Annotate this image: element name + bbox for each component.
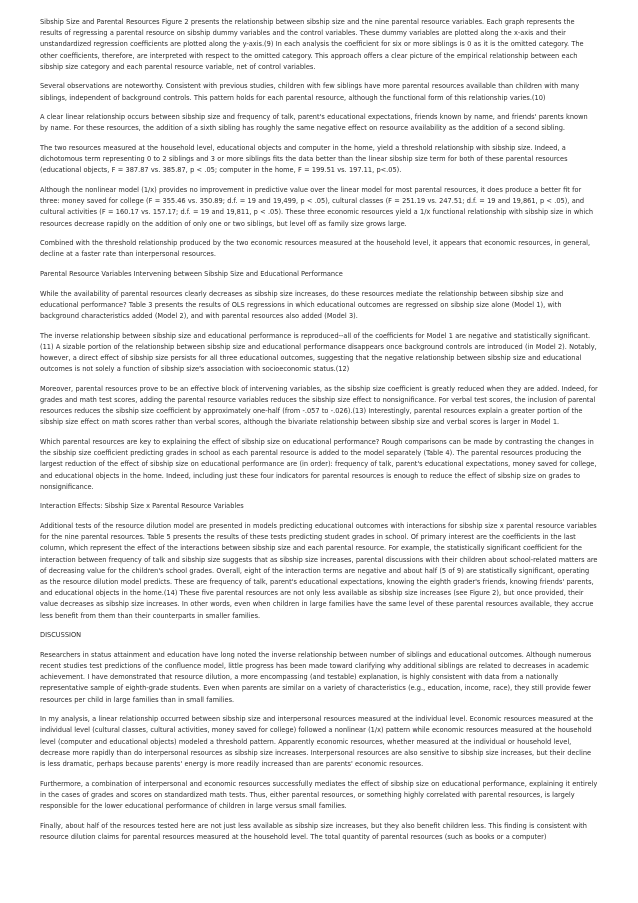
body-paragraph: Which parental resources are key to explaining the effect of sibship size on educational performance? Rough comparisons can be made by contrasting the changes in the sibship size coefficient predicting grades in school as each parental resource is added to the model separately (Table 4). The parental resources producing the largest reduction of the effect of sibship size on educational performance are (in order): frequency of talk, parent's educational expectations, money saved for college, and educational objects in the home. Indeed, including just these four indicators for parental resources is enough to reduce the effect of sibship size on grades to nonsignificance. [40, 438, 597, 491]
body-paragraph: Finally, about half of the resources tested here are not just less available as sibship size increases, but they also benefit children less. This finding is consistent with resource dilution claims for parental resources measured at the household level. The total quantity of parental resources (such as books or a computer) [40, 821, 587, 841]
body-paragraph: Researchers in status attainment and education have long noted the inverse relationship between number of siblings and educational outcomes. Although numerous recent studies test predictions of the confluence model, little progress has been made toward clarifying why additional siblings are related to decreases in academic achievement. I have demonstrated that resource dilution, a more encompassing (and testable) explanation, is highly consistent with data from a nationally representative sample of eighth-grade students. Even when parents are similar on a variety of characteristics (e.g., education, income, race), they still provide fewer resources per child in large families than in small families. [40, 650, 592, 704]
body-paragraph: Additional tests of the resource dilution model are presented in models predicting educational outcomes with interactions for sibship size x parental resource variables for the nine parental resources. Table 5 presents the results of these tests predicting student grades in school. Of primary interest are the coefficients in the last column, which represent the effect of the interactions between sibship size and each parental resource. For example, the statistically significant coefficient for the interaction between frequency of talk and sibship size suggests that as sibship size increases, parental discussions with their children about school-related matters are of decreasing value for the children's school grades. Overall, eight of the interaction terms are negative and about half (5 of 9) are statistically significant, operating as the resource dilution model predicts. These are frequency of talk, parent's educational expectations, knowing the eighth grader's friends, knowing friends' parents, and educational objects in the home.(14) These five parental resources are not only less available as sibship size increases (see Figure 2), but once provided, their value decreases as sibship size increases. In other words, even when children in large families have the same level of these parental resources available, they accrue less benefit from them than their counterparts in smaller families. [40, 522, 598, 620]
section-heading: Interaction Effects: Sibship Size x Parental Resource Variables [40, 502, 244, 511]
body-paragraph: Although the nonlinear model (1/x) provides no improvement in predictive value over the linear model for most parental resources, it does produce a better fit for three: money saved for college (F = 355.46 vs. 350.89; d.f. = 19 and 19,499, p < .05), cultural classes (F = 251.19 vs. 247.51; d.f. = 19 and 19,861, p < .05), and cultural activities (F = 160.17 vs. 157.17; d.f. = 19 and 19,811, p < .05). These three economic resources yield a 1/x functional relationship with sibship size in which resources decrease rapidly on the addition of only one or two siblings, but level off as family size grows large. [40, 186, 594, 228]
body-paragraph: The two resources measured at the household level, educational objects and computer in the home, yield a threshold relationship with sibship size. Indeed, a dichotomous term representing 0 to 2 siblings and 3 or more siblings fits the data better than the linear sibship size term for both of these parental resources (educational objects, F = 387.87 vs. 385.87, p < .05; computer in the home, F = 199.51 vs. 197.11, p<.05). [40, 144, 568, 175]
section-heading: Parental Resource Variables Intervening between Sibship Size and Educational Performance [40, 270, 343, 278]
body-paragraph: While the availability of parental resources clearly decreases as sibship size increases, do these resources mediate the relationship between sibship size and educational performance? Table 3 presents the results of OLS regressions in which educational outcomes are regressed on sibship size alone (Model 1), with background characteristics added (Model 2), and with parental resources also added (Model 3). [40, 289, 564, 320]
body-paragraph: Several observations are noteworthy. Consistent with previous studies, children with few siblings have more parental resources available than children with many siblings, independent of background controls. This pattern holds for each parental resource, although the functional form of this relationship varies.(10) [40, 82, 580, 102]
body-paragraph: In my analysis, a linear relationship occurred between sibship size and interpersonal resources measured at the individual level. Economic resources measured at the individual level (cultural classes, cultural activities, money saved for college) followed a nonlinear (1/x) pattern while economic resources measured at the household level (computer and educational objects) modeled a threshold pattern. Apparently economic resources, whether measured at the individual or household level, decrease more rapidly than do interpersonal resources as sibship size increases. Interpersonal resources are also sensitive to sibship size increases, but their decline is less dramatic, perhaps because parents' energy is more readily increased than are parents' economic resources. [40, 715, 594, 769]
body-paragraph: Moreover, parental resources prove to be an effective block of intervening variables, as the sibship size coefficient is greatly reduced when they are added. Indeed, for grades and math test scores, adding the parental resource variables reduces the sibship size effect to nonsignificance. For verbal test scores, the inclusion of parental resources reduces the sibship size coefficient by approximately one-half (from -.057 to -.026).(13) Interestingly, parental resources explain a greater portion of the sibship size effect on math scores rather than verbal scores, although the bivariate relationship between sibship size and verbal scores is larger in Model 1. [40, 384, 598, 427]
body-paragraph: Furthermore, a combination of interpersonal and economic resources successfully mediates the effect of sibship size on educational performance, explaining it entirely in the cases of grades and scores on standardized math tests. Thus, either parental resources, or something highly correlated with parental resources, is largely responsible for the lower educational performance of children in large versus small families. [40, 779, 598, 811]
body-paragraph: Sibship Size and Parental Resources Figure 2 presents the relationship between sibship size and the nine parental resource variables. Each graph represents the results of regressing a parental resource on sibship dummy variables and the control variables. These dummy variables are plotted along the x-axis and their unstandardized regression coefficients are plotted along the y-axis.(9) In each analysis the coefficient for six or more siblings is 0 as it is the omitted category. The other coefficients, therefore, are interpreted with respect to the omitted category. This approach offers a clear picture of the empirical relationship between each sibship size category and each parental resource variable, net of control variables. [40, 18, 584, 71]
body-paragraph: Combined with the threshold relationship produced by the two economic resources measured at the household level, it appears that economic resources, in general, decline at a faster rate than interpersonal resources. [40, 239, 591, 259]
section-heading: DISCUSSION [40, 631, 82, 640]
body-paragraph: A clear linear relationship occurs between sibship size and frequency of talk, parent's educational expectations, friends known by name, and friends' parents known by name. For these resources, the addition of a sixth sibling has roughly the same negative effect on resource availability as the addition of a second sibling. [40, 113, 588, 133]
document-page [40, 17, 598, 851]
body-paragraph: The inverse relationship between sibship size and educational performance is reproduced--all of the coefficients for Model 1 are negative and statistically significant.(11) A sizable portion of the relationship between sibship size and educational performance disappears once background controls are introduced (in Model 2). Notably, however, a direct effect of sibship size persists for all three educational outcomes, suggesting that the negative relationship between sibship size and educational outcomes is not solely a function of sibship size's association with socioeconomic status.(12) [40, 331, 597, 374]
